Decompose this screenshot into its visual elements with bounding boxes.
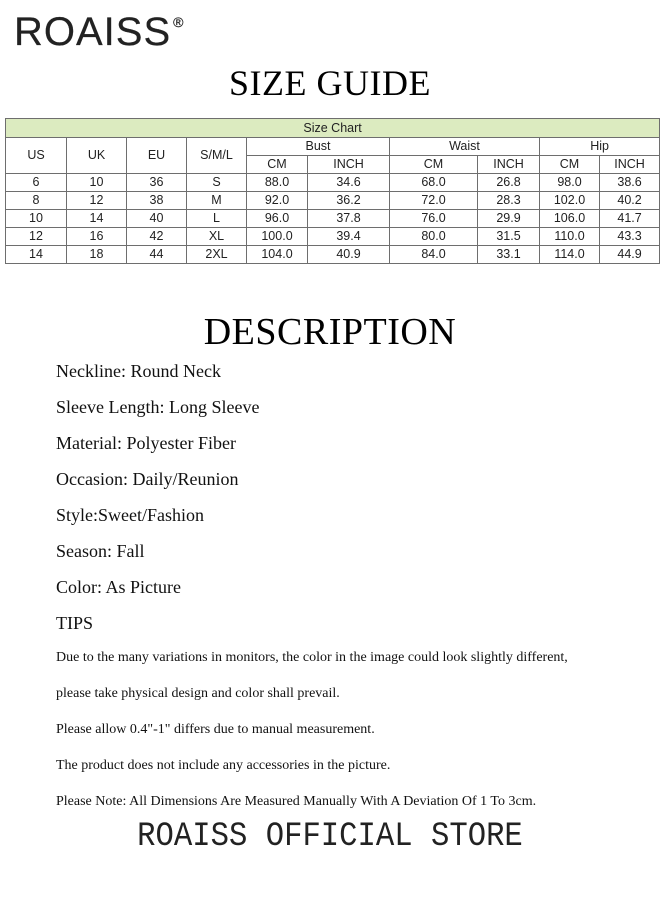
cell-hip-inch: 43.3: [600, 228, 660, 246]
cell-hip-cm: 110.0: [540, 228, 600, 246]
cell-bust-cm: 96.0: [247, 210, 308, 228]
header-us: US: [6, 138, 67, 174]
spec-neckline: Neckline: Round Neck: [56, 361, 221, 381]
cell-bust-cm: 104.0: [247, 246, 308, 264]
size-guide-title: SIZE GUIDE: [229, 63, 431, 103]
store-name-footer: ROAISS OFFICIAL STORE: [137, 818, 523, 856]
cell-bust-cm: 100.0: [247, 228, 308, 246]
cell-hip-inch: 44.9: [600, 246, 660, 264]
tip-manual-measurement: Please Note: All Dimensions Are Measured Manually With A Deviation Of 1 To 3cm.: [56, 794, 537, 809]
header-uk: UK: [67, 138, 127, 174]
cell-waist-cm: 84.0: [390, 246, 478, 264]
cell-us: 10: [6, 210, 67, 228]
table-row: [6, 192, 660, 210]
spec-occasion: Occasion: Daily/Reunion: [56, 469, 239, 489]
cell-hip-inch: 40.2: [600, 192, 660, 210]
spec-season: Season: Fall: [56, 541, 145, 561]
cell-us: 6: [6, 174, 67, 192]
cell-size: M: [187, 192, 247, 210]
cell-waist-inch: 33.1: [478, 246, 540, 264]
cell-bust-inch: 34.6: [308, 174, 390, 192]
cell-uk: 18: [67, 246, 127, 264]
header-sml: S/M/L: [187, 138, 247, 174]
tip-no-accessories: The product does not include any accessories in the picture.: [56, 758, 391, 773]
cell-uk: 14: [67, 210, 127, 228]
spec-style: Style:Sweet/Fashion: [56, 505, 204, 525]
cell-eu: 44: [127, 246, 187, 264]
header-bust-cm: CM: [247, 156, 308, 174]
header-hip: Hip: [540, 138, 660, 156]
tip-measurement-allowance: Please allow 0.4"-1" differs due to manual measurement.: [56, 722, 375, 737]
cell-hip-inch: 41.7: [600, 210, 660, 228]
cell-bust-inch: 40.9: [308, 246, 390, 264]
cell-hip-cm: 106.0: [540, 210, 600, 228]
cell-bust-inch: 37.8: [308, 210, 390, 228]
header-eu: EU: [127, 138, 187, 174]
cell-uk: 10: [67, 174, 127, 192]
cell-waist-inch: 26.8: [478, 174, 540, 192]
table-row: [6, 246, 660, 264]
brand-logo: [14, 10, 184, 55]
cell-bust-cm: 88.0: [247, 174, 308, 192]
table-row: [6, 174, 660, 192]
cell-eu: 40: [127, 210, 187, 228]
tip-physical-design: please take physical design and color shall prevail.: [56, 686, 340, 701]
cell-size: XL: [187, 228, 247, 246]
cell-waist-cm: 72.0: [390, 192, 478, 210]
header-bust: Bust: [247, 138, 390, 156]
cell-waist-cm: 68.0: [390, 174, 478, 192]
header-hip-inch: INCH: [600, 156, 660, 174]
cell-hip-inch: 38.6: [600, 174, 660, 192]
size-chart-table: [5, 118, 660, 264]
header-waist-inch: INCH: [478, 156, 540, 174]
cell-waist-cm: 76.0: [390, 210, 478, 228]
description-title: DESCRIPTION: [203, 311, 457, 353]
cell-eu: 42: [127, 228, 187, 246]
cell-waist-cm: 80.0: [390, 228, 478, 246]
cell-hip-cm: 98.0: [540, 174, 600, 192]
spec-material: Material: Polyester Fiber: [56, 433, 236, 453]
table-row: [6, 228, 660, 246]
cell-bust-cm: 92.0: [247, 192, 308, 210]
brand-logo-text: ROAISS: [14, 10, 172, 54]
cell-size: L: [187, 210, 247, 228]
cell-eu: 38: [127, 192, 187, 210]
cell-us: 8: [6, 192, 67, 210]
header-bust-inch: INCH: [308, 156, 390, 174]
cell-waist-inch: 29.9: [478, 210, 540, 228]
cell-size: 2XL: [187, 246, 247, 264]
cell-bust-inch: 36.2: [308, 192, 390, 210]
registered-mark: ®: [173, 14, 185, 30]
cell-us: 12: [6, 228, 67, 246]
tip-monitor-variation: Due to the many variations in monitors, the color in the image could look slightly different,: [56, 650, 568, 665]
tips-heading: TIPS: [56, 613, 94, 633]
table-row: [6, 210, 660, 228]
cell-uk: 16: [67, 228, 127, 246]
cell-hip-cm: 102.0: [540, 192, 600, 210]
cell-waist-inch: 28.3: [478, 192, 540, 210]
cell-waist-inch: 31.5: [478, 228, 540, 246]
header-waist-cm: CM: [390, 156, 478, 174]
cell-bust-inch: 39.4: [308, 228, 390, 246]
cell-us: 14: [6, 246, 67, 264]
cell-hip-cm: 114.0: [540, 246, 600, 264]
size-chart-title: Size Chart: [6, 119, 660, 138]
header-hip-cm: CM: [540, 156, 600, 174]
spec-sleeve-length: Sleeve Length: Long Sleeve: [56, 397, 260, 417]
spec-color: Color: As Picture: [56, 577, 181, 597]
cell-size: S: [187, 174, 247, 192]
cell-eu: 36: [127, 174, 187, 192]
cell-uk: 12: [67, 192, 127, 210]
header-waist: Waist: [390, 138, 540, 156]
